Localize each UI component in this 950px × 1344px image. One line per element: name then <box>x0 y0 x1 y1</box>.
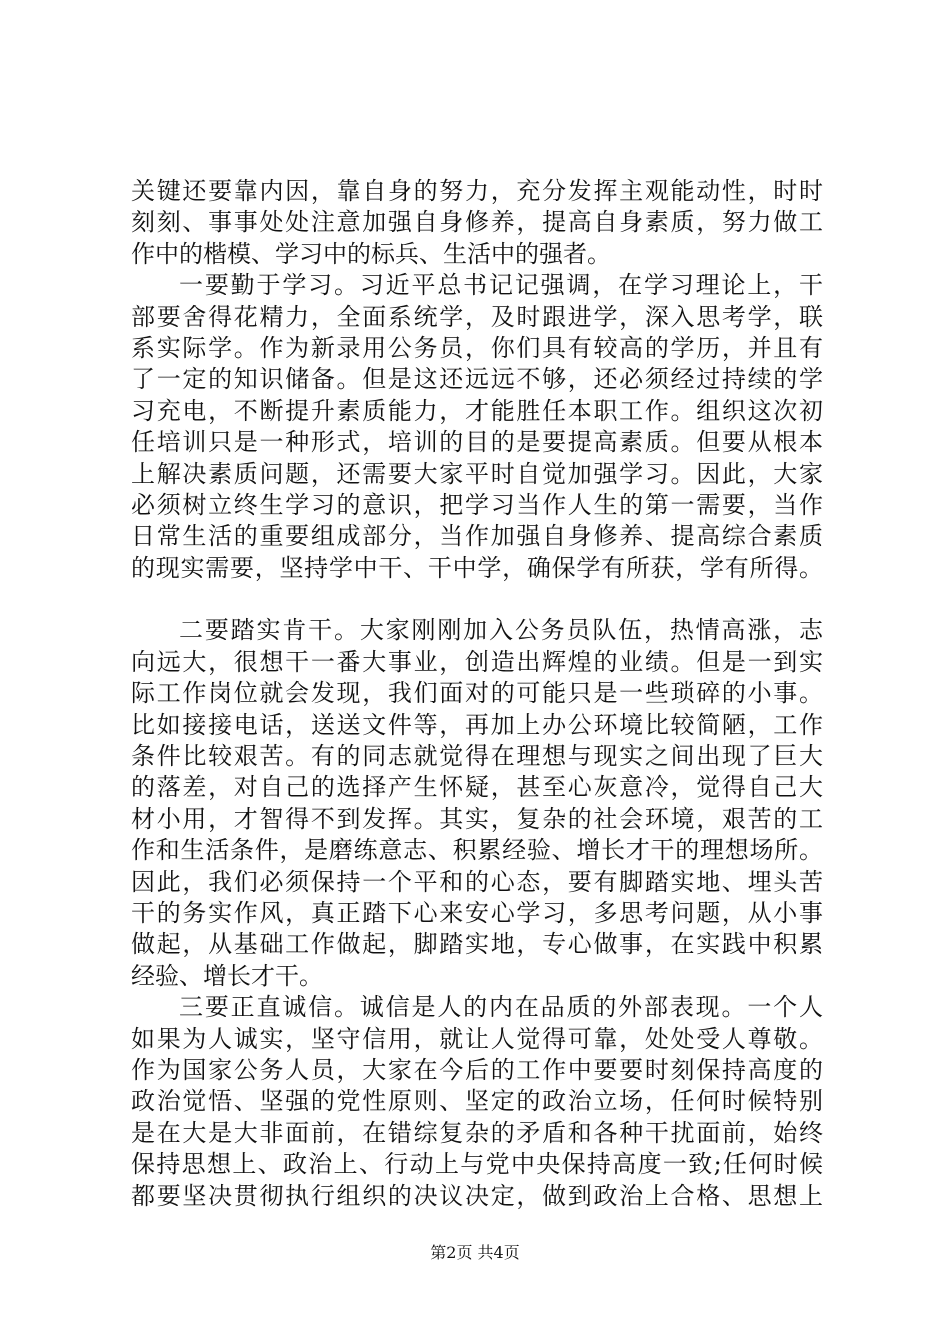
text-line: 材小用，才智得不到发挥。其实，复杂的社会环境，艰苦的工 <box>131 804 823 833</box>
text-line: 日常生活的重要组成部分，当作加强自身修养、提高综合素质 <box>131 522 823 551</box>
text-line: 刻刻、事事处处注意加强自身修养，提高自身素质，努力做工 <box>131 208 823 237</box>
document-body <box>131 176 823 1212</box>
paragraph-start-line: 一要勤于学习。习近平总书记记强调，在学习理论上，干 <box>179 271 823 300</box>
text-line: 条件比较艰苦。有的同志就觉得在理想与现实之间出现了巨大 <box>131 742 823 771</box>
page-number-label: 第2页 共4页 <box>430 1243 520 1262</box>
text-line: 保持思想上、政治上、行动上与党中央保持高度一致;任何时候 <box>131 1150 823 1179</box>
text-line: 都要坚决贯彻执行组织的决议决定，做到政治上合格、思想上 <box>131 1181 823 1210</box>
text-line: 因此，我们必须保持一个平和的心态，要有脚踏实地、埋头苦 <box>131 867 823 896</box>
text-line: 是在大是大非面前，在错综复杂的矛盾和各种干扰面前，始终 <box>131 1118 823 1147</box>
text-line: 的现实需要，坚持学中干、干中学，确保学有所获，学有所得。 <box>131 553 823 582</box>
text-line: 任培训只是一种形式，培训的目的是要提高素质。但要从根本 <box>131 428 823 457</box>
text-line: 部要舍得花精力，全面系统学，及时跟进学，深入思考学，联 <box>131 302 823 331</box>
text-line: 系实际学。作为新录用公务员，你们具有较高的学历，并且有 <box>131 333 823 362</box>
paragraph-start-line: 三要正直诚信。诚信是人的内在品质的外部表现。一个人 <box>179 993 823 1022</box>
page-footer <box>0 1243 950 1263</box>
text-line: 了一定的知识储备。但是这还远远不够，还必须经过持续的学 <box>131 365 823 394</box>
text-line: 上解决素质问题，还需要大家平时自觉加强学习。因此，大家 <box>131 459 823 488</box>
paragraph-start-line: 二要踏实肯干。大家刚刚加入公务员队伍，热情高涨，志 <box>179 616 823 645</box>
text-line: 政治觉悟、坚强的党性原则、坚定的政治立场，任何时候特别 <box>131 1087 823 1116</box>
paragraph-gap <box>131 584 823 615</box>
text-line: 做起，从基础工作做起，脚踏实地，专心做事，在实践中积累 <box>131 930 823 959</box>
text-line: 必须树立终生学习的意识，把学习当作人生的第一需要，当作 <box>131 490 823 519</box>
text-line: 关键还要靠内因，靠自身的努力，充分发挥主观能动性，时时 <box>131 177 823 205</box>
text-line: 干的务实作风，真正踏下心来安心学习，多思考问题，从小事 <box>131 898 823 927</box>
text-line: 经验、增长才干。 <box>131 961 323 990</box>
text-line: 向远大，很想干一番大事业，创造出辉煌的业绩。但是一到实 <box>131 647 823 676</box>
text-line: 习充电，不断提升素质能力，才能胜任本职工作。组织这次初 <box>131 396 823 425</box>
text-line: 如果为人诚实，坚守信用，就让人觉得可靠，处处受人尊敬。 <box>131 1024 823 1053</box>
text-line: 比如接接电话，送送文件等，再加上办公环境比较简陋，工作 <box>131 710 823 739</box>
text-line: 作中的楷模、学习中的标兵、生活中的强者。 <box>131 239 611 268</box>
text-line: 作为国家公务人员，大家在今后的工作中要要时刻保持高度的 <box>131 1055 823 1084</box>
text-line: 际工作岗位就会发现，我们面对的可能只是一些琐碎的小事。 <box>131 679 823 708</box>
text-line: 的落差，对自己的选择产生怀疑，甚至心灰意冷，觉得自己大 <box>131 773 823 802</box>
text-line: 作和生活条件，是磨练意志、积累经验、增长才干的理想场所。 <box>131 836 823 865</box>
